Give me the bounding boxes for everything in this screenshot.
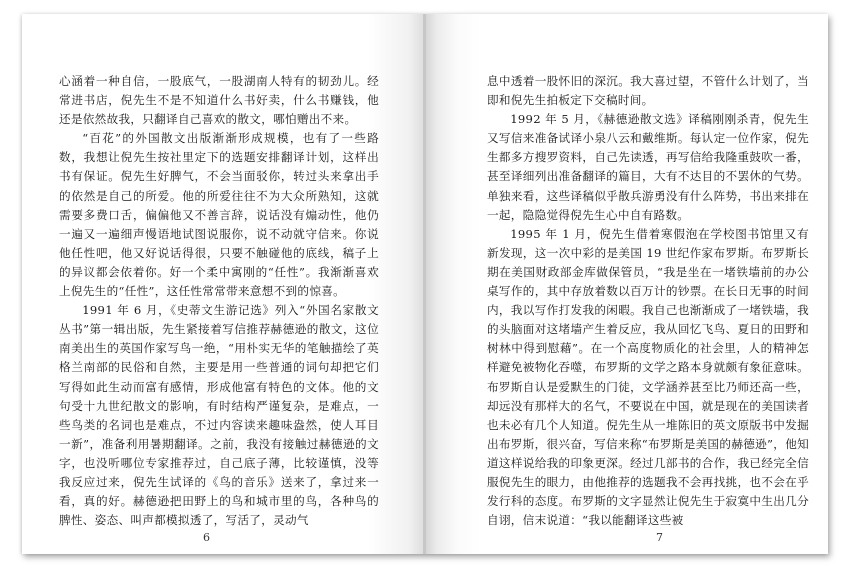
book-spread bbox=[22, 14, 828, 554]
left-paragraph-2: “百花”的外国散文出版渐渐形成规模，也有了一些路数，我想让倪先生按社里定下的选题安排翻译计划，这样出书有保证。倪先生好脾气，不会当面驳你，转过头来拿出手的依然是自己的所爱。他的所爱往往不为大众所熟知，这就需要多费口舌，偏偏他又不善言辞，说话没有煽动性，他仍一遍又一遍细声慢语地试图说服你，说不动就守信来。你说他任性吧，他又好说话得很，只要不触碰他的底线，稿子上的异议都会依着你。好一个柔中寓刚的“任性”。我渐渐喜欢上倪先生的“任性”，这任性常常带来意想不到的惊喜。 bbox=[59, 131, 379, 299]
left-page-number: 6 bbox=[203, 531, 210, 544]
right-paragraph-1: 息中透着一股怀旧的深沉。我大喜过望，不管什么计划了，当即和倪先生拍板定下交稿时间。 bbox=[487, 74, 809, 108]
book-gutter bbox=[423, 14, 426, 554]
right-page-body bbox=[487, 72, 809, 530]
left-paragraph-1: 心涵着一种自信，一股底气，一股湖南人特有的韧劲儿。经常进书店，倪先生不是不知道什么书好卖，什么书赚钱，他还是依然故我，只翻译自己喜欢的散文，哪怕赠出不来。 bbox=[59, 74, 379, 127]
left-page bbox=[22, 14, 425, 554]
left-paragraph-3: 1991 年 6 月，《史蒂文生游记选》列入“外国名家散文丛书”第一辑出版，先生紧接着写信推荐赫德逊的散文，这位南美出生的英国作家写鸟一绝，“用朴实无华的笔触描绘了英格兰南部的民俗和自然，主要是用一些普通的词句却把它们写得如此生动而富有感情，形成他富有特色的文体。他的文句受十九世纪散文的影响，有时结构严谨复杂，是难点，一些鸟类的名词也是难点，不过内容读来趣味盎然，使人耳目一新”，准备利用暑期翻译。之前，我没有接触过赫德逊的文字，也没听哪位专家推荐过，自己底子薄，比较谨慎，没等我反应过来，倪先生试译的《鸟的音乐》送来了，拿过来一看，真的好。赫德逊把田野上的鸟和城市里的鸟，各种鸟的脾性、姿态、叫声都模拟透了，写活了，灵动气 bbox=[59, 303, 379, 528]
left-page-body bbox=[59, 72, 379, 530]
right-page bbox=[425, 14, 828, 554]
right-paragraph-3: 1995 年 1 月，倪先生借着寒假泡在学校图书馆里又有新发现，这一次中彩的是美国 19 世纪作家布罗斯。布罗斯长期在美国财政部金库做保管员，“我是坐在一堵铁墙前的办公桌写作的，其中存放着数以百万计的钞票。在长日无事的时间内，我以写作打发我的闲暇。我自己也渐渐成了一堵铁墙，我的头脑面对这堵墙产生着反应，我从回忆飞鸟、夏日的田野和树林中得到慰藉”。在一个高度物质化的社会里，人的精神怎样避免被物化吞噬，布罗斯的文学之路本身就颇有象征意味。布罗斯自认是爱默生的门徒，文学涵养甚至比乃师还高一些，却远没有那样大的名气，不要说在中国，就是现在的美国读者也未必有几个人知道。倪先生从一堆陈旧的英文原版书中发掘出布罗斯，很兴奋，写信来称“布罗斯是美国的赫德逊”，他知道这样说给我的印象更深。经过几部书的合作，我已经完全信服倪先生的眼力，由他推荐的选题我不会再找挑，也不会在乎发行科的态度。布罗斯的文字显然让倪先生于寂寞中生出几分自诩，信末说道：“我以能翻译这些被 bbox=[487, 226, 809, 528]
right-page-number: 7 bbox=[656, 531, 663, 544]
right-paragraph-2: 1992 年 5 月，《赫德逊散文选》译稿刚刚杀青，倪先生又写信来准备试译小泉八云和戴维斯。每认定一位作家，倪先生都多方搜罗资料，自己先读透，再写信给我隆重鼓吹一番，甚至译细列出准备翻译的篇目，大有不达目的不罢休的气势。单独来看，这些译稿似乎散兵游勇没有什么阵势，书出来排在一起，隐隐觉得倪先生心中自有路数。 bbox=[487, 112, 809, 222]
